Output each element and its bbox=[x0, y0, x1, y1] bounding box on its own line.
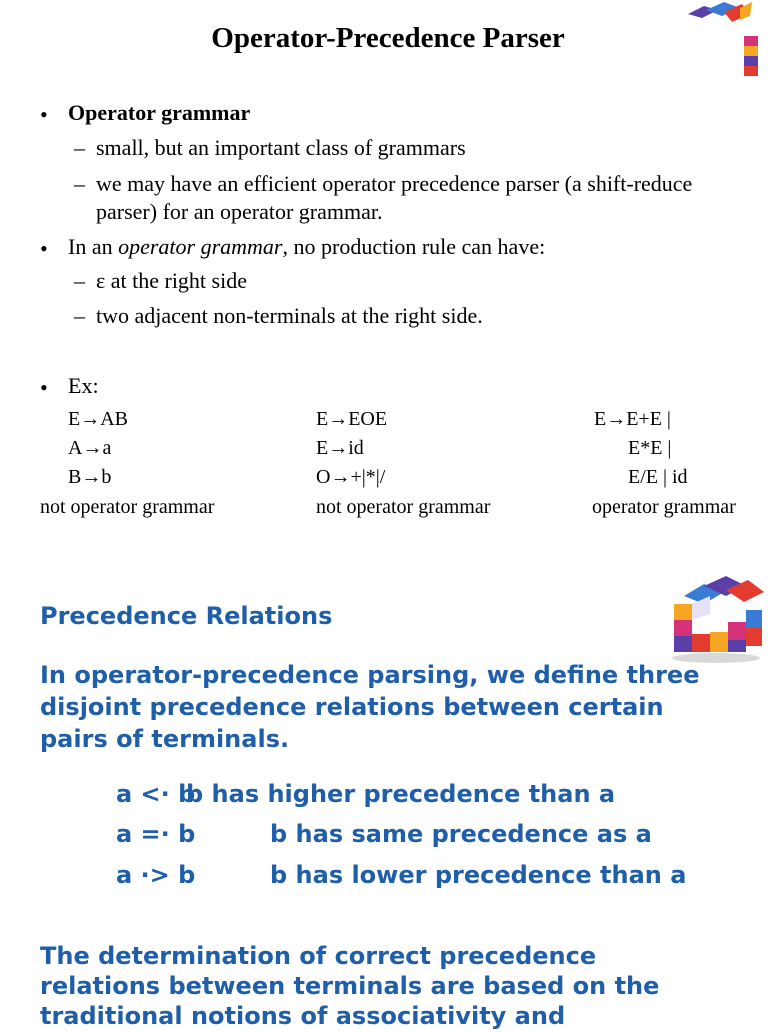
relation-operator: a =· b bbox=[116, 820, 196, 848]
dash-marker: – bbox=[74, 135, 85, 160]
bullet-no-production bbox=[68, 236, 545, 258]
example-rule: E*E | bbox=[628, 437, 672, 459]
relation-description: b has lower precedence than a bbox=[270, 861, 687, 889]
example-rule: B→b bbox=[68, 466, 112, 488]
example-verdict: operator grammar bbox=[592, 496, 736, 518]
bullet-text-end: , no production rule can have: bbox=[282, 234, 546, 259]
sub-bullet-text: two adjacent non-terminals at the right side. bbox=[96, 303, 483, 328]
relation-description: b has same precedence as a bbox=[270, 820, 652, 848]
bullet-marker: • bbox=[40, 375, 48, 400]
example-rule: O→+|*|/ bbox=[316, 466, 386, 488]
cube-logo-icon bbox=[684, 0, 768, 80]
example-rule: A→a bbox=[68, 437, 112, 459]
relation-operator: a <· b bbox=[116, 780, 196, 808]
sub-bullet-text-cont: parser) for an operator grammar. bbox=[96, 199, 383, 224]
dash-marker: – bbox=[74, 303, 85, 328]
example-rule: E/E | id bbox=[628, 466, 688, 488]
relation-operator: a ·> b bbox=[116, 861, 196, 889]
relation-description: b has higher precedence than a bbox=[186, 780, 616, 808]
example-rule: E→AB bbox=[68, 408, 128, 430]
outro-line: traditional notions of associativity and bbox=[40, 1002, 566, 1030]
bullet-example: Ex: bbox=[68, 373, 99, 398]
dash-marker: – bbox=[74, 268, 85, 293]
intro-line: In operator-precedence parsing, we define three bbox=[40, 661, 700, 689]
bullet-text-start: In an bbox=[68, 234, 119, 259]
slide-title: Operator-Precedence Parser bbox=[211, 22, 565, 54]
intro-line: pairs of terminals. bbox=[40, 725, 290, 753]
bullet-text-italic: operator grammar bbox=[118, 234, 283, 259]
sub-bullet-text: ε at the right side bbox=[96, 268, 247, 293]
example-rule: E→EOE bbox=[316, 408, 388, 430]
outro-line: relations between terminals are based on the bbox=[40, 972, 660, 1000]
example-verdict: not operator grammar bbox=[40, 496, 215, 518]
bullet-operator-grammar: Operator grammar bbox=[68, 100, 251, 125]
example-verdict: not operator grammar bbox=[316, 496, 491, 518]
outro-line: The determination of correct precedence bbox=[40, 942, 597, 970]
dash-marker: – bbox=[74, 171, 85, 196]
example-rule: E→E+E | bbox=[594, 408, 671, 430]
section-heading: Precedence Relations bbox=[40, 602, 333, 630]
sub-bullet-text: we may have an efficient operator precedence parser (a shift-reduce bbox=[96, 171, 693, 196]
example-rule: E→id bbox=[316, 437, 364, 459]
cube-logo-large-icon bbox=[664, 574, 768, 664]
intro-line: disjoint precedence relations between certain bbox=[40, 693, 664, 721]
sub-bullet-text: small, but an important class of grammars bbox=[96, 135, 466, 160]
bullet-marker: • bbox=[40, 236, 48, 261]
bullet-marker: • bbox=[40, 102, 48, 127]
